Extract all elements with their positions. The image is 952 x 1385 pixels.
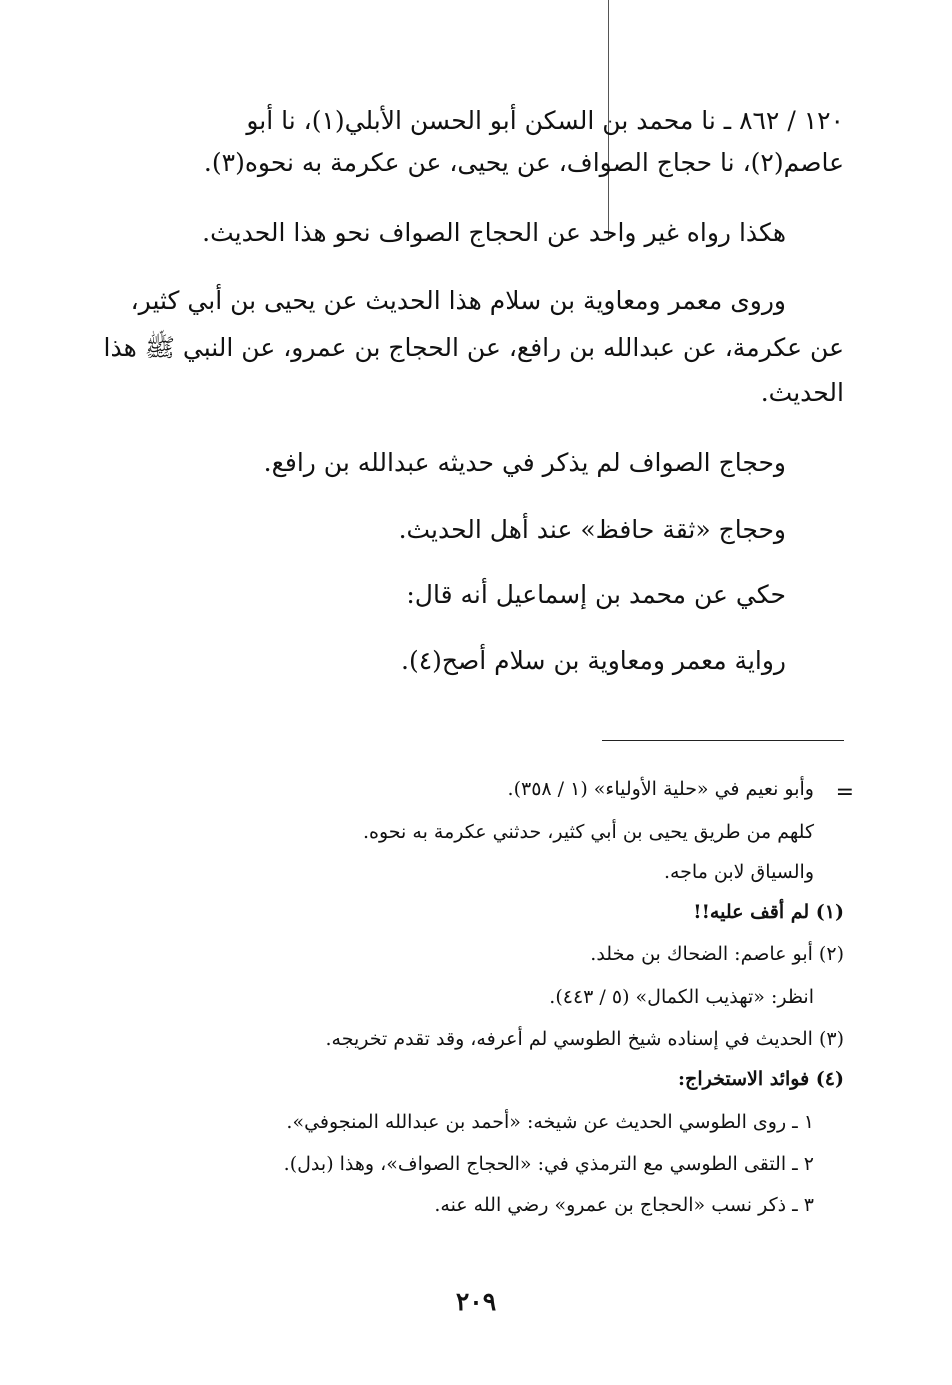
paragraph-line-6: الحديث. [760,378,844,407]
footnote-line-1: وأبو نعيم في «حلية الأولياء» (١ / ٣٥٨). [507,778,814,800]
footnote-2: (٢) أبو عاصم: الضحاك بن مخلد. [590,943,844,965]
footnote-1: (١) لم أقف عليه!! [693,901,844,923]
footnote-4-item-3: ٣ ـ ذكر نسب «الحجاج بن عمرو» رضي الله عنه. [434,1194,814,1216]
footnote-continuation-marker: = [835,780,854,805]
paragraph-line-5: عن عكرمة، عن عبدالله بن رافع، عن الحجاج بن عمرو، عن النبي ﷺ هذا [103,333,844,362]
paragraph-line-8: وحجاج «ثقة حافظ» عند أهل الحديث. [398,515,786,544]
paragraph-line-7: وحجاج الصواف لم يذكر في حديثه عبدالله بن رافع. [263,448,786,477]
paragraph-line-3: هكذا رواه غير واحد عن الحجاج الصواف نحو هذا الحديث. [202,218,786,247]
footnote-4-item-1: ١ ـ روى الطوسي الحديث عن شيخه: «أحمد بن عبدالله المنجوفي». [286,1111,814,1133]
footnote-3: (٣) الحديث في إسناده شيخ الطوسي لم أعرفه، وقد تقدم تخريجه. [325,1028,844,1050]
page-number: ٢٠٩ [455,1287,497,1316]
footnote-line-3: والسياق لابن ماجه. [663,861,814,883]
footnote-line-2: كلهم من طريق يحيى بن أبي كثير، حدثني عكرمة به نحوه. [362,821,814,843]
footnote-separator [602,740,844,741]
hadith-line-2: عاصم(٢)، نا حجاج الصواف، عن يحيى، عن عكرمة به نحوه(٣). [203,148,844,177]
hadith-line-1: ١٢٠ / ٨٦٢ ـ نا محمد بن السكن أبو الحسن الأبلي(١)، نا أبو [246,106,844,135]
paragraph-line-9: حكي عن محمد بن إسماعيل أنه قال: [406,580,786,609]
footnote-4-heading: (٤) فوائد الاستخراج: [678,1068,844,1090]
paragraph-line-4: وروى معمر ومعاوية بن سلام هذا الحديث عن يحيى بن أبي كثير، [130,286,786,315]
paragraph-line-10: رواية معمر ومعاوية بن سلام أصح(٤). [401,646,786,675]
footnote-2-reference: انظر: «تهذيب الكمال» (٥ / ٤٤٣). [549,986,814,1008]
footnote-4-item-2: ٢ ـ التقى الطوسي مع الترمذي في: «الحجاج الصواف»، وهذا (بدل). [283,1153,814,1175]
